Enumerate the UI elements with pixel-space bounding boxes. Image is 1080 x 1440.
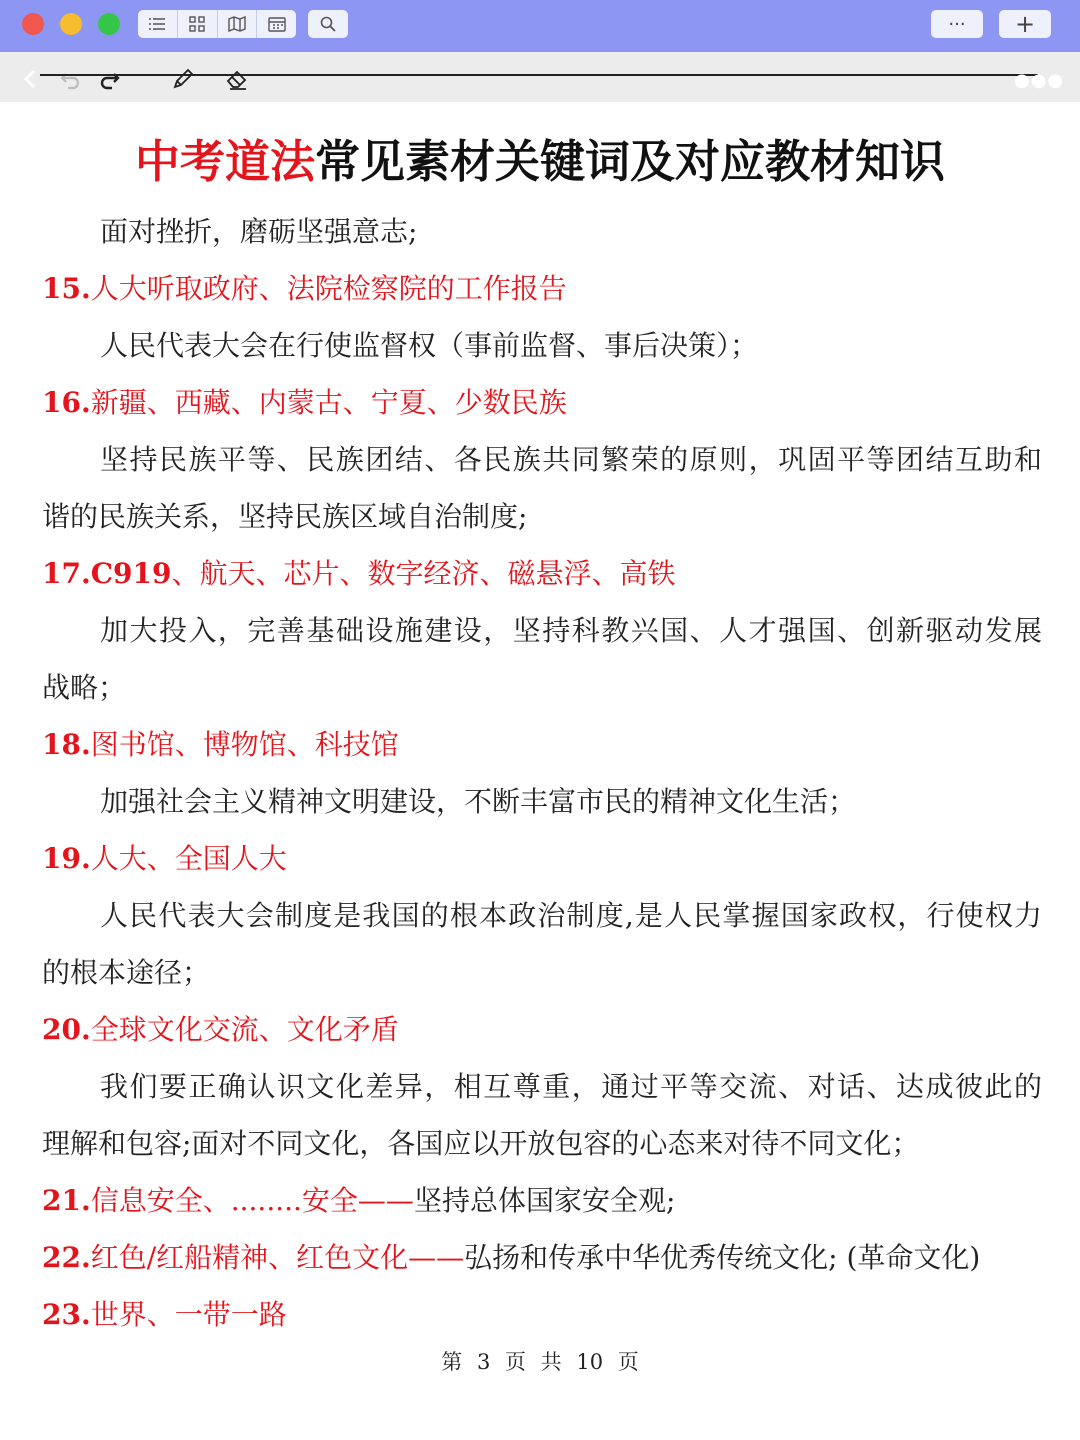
keyword-text: 全球文化交流、文化矛盾: [90, 1013, 399, 1046]
knowledge-text: 弘扬和传承中华优秀传统文化; (革命文化): [464, 1241, 981, 1274]
maximize-window-button[interactable]: [98, 13, 120, 35]
window-titlebar: [0, 0, 1080, 52]
item-number: 22.: [42, 1241, 91, 1274]
keyword-heading-17: [42, 554, 1042, 594]
item-number: 20.: [42, 1013, 91, 1046]
paragraph-line: 人民代表大会在行使监督权（事前监督、事后决策）；: [100, 329, 759, 362]
keyword-text: 新疆、西藏、内蒙古、宁夏、少数民族: [90, 386, 567, 419]
keyword-text: 红色/红船精神、红色文化——: [90, 1241, 465, 1274]
calendar-view-button[interactable]: [257, 10, 296, 38]
new-tab-button[interactable]: +: [999, 10, 1051, 38]
keyword-text: 世界、一带一路: [90, 1298, 287, 1331]
keyword-text: 、航天、芯片、数字经济、磁悬浮、高铁: [171, 557, 676, 590]
item-number: 23.: [42, 1298, 91, 1331]
keyword-text: 人大听取政府、法院检察院的工作报告: [90, 272, 567, 305]
pen-icon[interactable]: [170, 66, 196, 92]
paragraph-line: 加大投入，完善基础设施建设，坚持科教兴国、人才强国、创新驱动发展: [100, 614, 1042, 647]
search-icon: [320, 16, 336, 32]
list-icon: [148, 17, 166, 31]
keyword-text: 人大、全国人大: [90, 842, 287, 875]
keyword-text: 图书馆、博物馆、科技馆: [90, 728, 399, 761]
document-title: [0, 132, 1080, 192]
keyword-heading-16: [42, 383, 1042, 423]
undo-icon[interactable]: [58, 66, 84, 92]
annotation-toolbar: [0, 52, 1080, 102]
paragraph-line: 的根本途径；: [42, 956, 211, 989]
paragraph-line: 人民代表大会制度是我国的根本政治制度,是人民掌握国家政权，行使权力: [100, 899, 1042, 932]
list-view-button[interactable]: [138, 10, 178, 38]
more-options-button[interactable]: ···: [931, 10, 983, 38]
keyword-heading-20: [42, 1010, 1042, 1050]
keyword-heading-19: [42, 839, 1042, 879]
item-number: 17.C919: [42, 557, 172, 590]
title-black-part: 常见素材关键词及对应教材知识: [315, 135, 946, 188]
item-number: 19.: [42, 842, 91, 875]
title-red-part: 中考道法: [134, 135, 315, 188]
close-window-button[interactable]: [22, 13, 44, 35]
back-icon[interactable]: [18, 66, 44, 92]
view-mode-group: [138, 10, 296, 38]
grid-view-button[interactable]: [178, 10, 218, 38]
paragraph-line: 我们要正确认识文化差异，相互尊重，通过平等交流、对话、达成彼此的: [100, 1070, 1042, 1103]
keyword-heading-22: [42, 1238, 1042, 1278]
item-number: 21.: [42, 1184, 91, 1217]
redo-icon[interactable]: [96, 66, 122, 92]
item-number: 15.: [42, 272, 91, 305]
keyword-heading-15: [42, 269, 1042, 309]
paragraph-line: 战略；: [42, 671, 127, 704]
paragraph-line: 加强社会主义精神文明建设，不断丰富市民的精神文化生活；: [100, 785, 857, 818]
map-view-button[interactable]: [218, 10, 258, 38]
paragraph-line: 理解和包容;面对不同文化，各国应以开放包容的心态来对待不同文化；: [42, 1127, 920, 1160]
minimize-window-button[interactable]: [60, 13, 82, 35]
paragraph-line: 坚持民族平等、民族团结、各民族共同繁荣的原则，巩固平等团结互助和: [100, 443, 1042, 476]
keyword-heading-23: [42, 1295, 1042, 1335]
strike-line: [40, 74, 1038, 76]
item-number: 16.: [42, 386, 91, 419]
knowledge-text: 坚持总体国家安全观;: [413, 1184, 676, 1217]
item-number: 18.: [42, 728, 91, 761]
paragraph-line: 谐的民族关系，坚持民族区域自治制度;: [42, 500, 528, 533]
toolbar-more-dots-icon[interactable]: ●●●: [1014, 70, 1065, 91]
calendar-icon: [268, 16, 286, 32]
keyword-heading-18: [42, 725, 1042, 765]
page-number-footer: 第 3 页 共 10 页: [441, 1350, 639, 1374]
search-button[interactable]: [308, 10, 348, 38]
keyword-text: 信息安全、........安全——: [90, 1184, 414, 1217]
map-icon: [228, 16, 246, 32]
eraser-icon[interactable]: [224, 66, 250, 92]
keyword-heading-21: [42, 1181, 1042, 1221]
paragraph-line: 面对挫折，磨砺坚强意志;: [100, 215, 418, 248]
grid-icon: [189, 16, 205, 32]
